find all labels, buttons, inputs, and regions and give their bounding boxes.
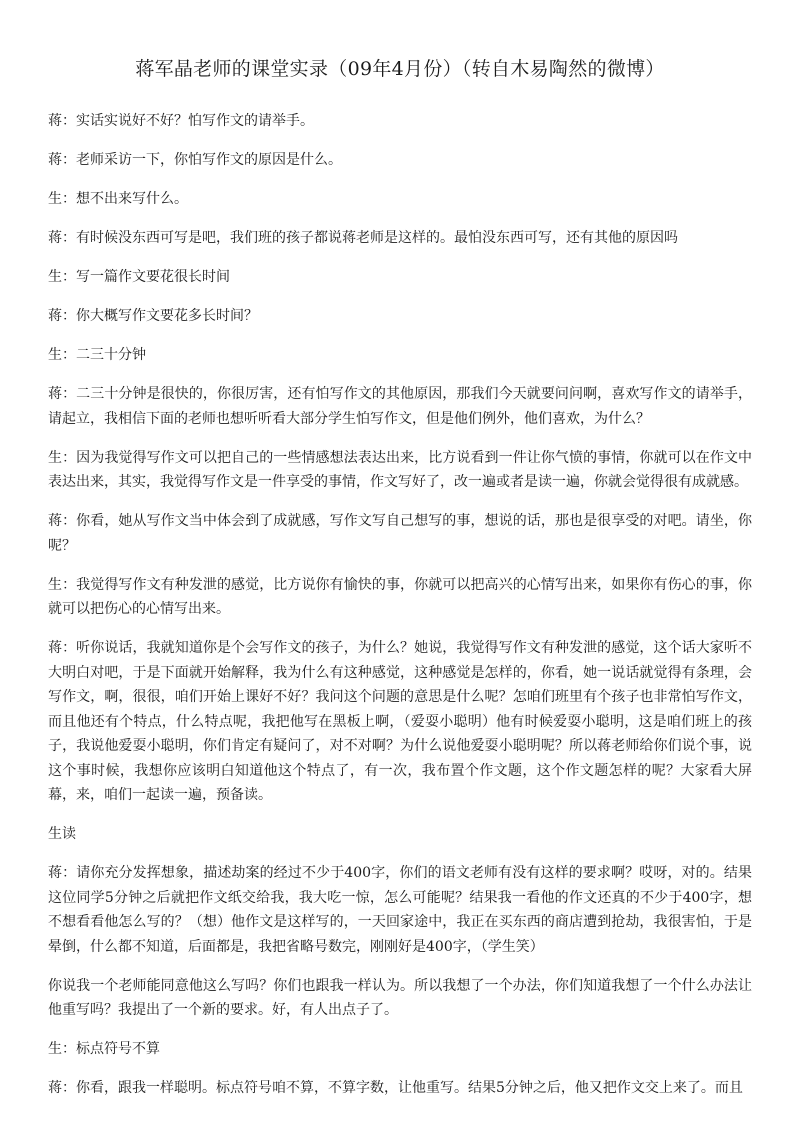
document-title: 蒋军晶老师的课堂实录（09年4月份）（转自木易陶然的微博） bbox=[135, 58, 665, 80]
paragraph: 蒋：你看，她从写作文当中体会到了成就感，写作文写自己想写的事，想说的话，那也是很享受的对吧。请坐，你呢？ bbox=[48, 513, 752, 554]
paragraph: 蒋：你大概写作文要花多长时间？ bbox=[48, 308, 258, 324]
paragraph: 蒋：你看，跟我一样聪明。标点符号咱不算，不算字数，让他重写。结果5分钟之后，他又把作文交上来了。而且 bbox=[48, 1080, 743, 1096]
paragraph: 生：写一篇作文要花很长时间 bbox=[48, 269, 230, 285]
paragraph: 生：我觉得写作文有种发泄的感觉，比方说你有愉快的事，你就可以把高兴的心情写出来，如果你有伤心的事，你就可以把伤心的心情写出来。 bbox=[48, 576, 752, 617]
paragraph: 蒋：实话实说好不好？怕写作文的请举手。 bbox=[48, 113, 314, 129]
paragraph: 蒋：老师采访一下，你怕写作文的原因是什么。 bbox=[48, 152, 342, 168]
paragraph: 蒋：请你充分发挥想象，描述劫案的经过不少于400字，你们的语文老师有没有这样的要求啊？哎呀，对的。结果这位同学5分钟之后就把作文纸交给我，我大吃一惊，怎么可能呢？结果我一看他的作文还真的不少于400字，想不想看看他怎么写的？（想）他作文是这样写的，一天回家途中，我正在买东西的商店遭到抢劫，我很害怕，于是晕倒，什么都不知道，后面都是，我把省略号数完，刚刚好是400字，（学生笑） bbox=[48, 865, 752, 955]
paragraph: 蒋：二三十分钟是很快的，你很厉害，还有怕写作文的其他原因，那我们今天就要问问啊，喜欢写作文的请举手，请起立，我相信下面的老师也想听听看大部分学生怕写作文，但是他们例外，他们喜欢，为什么？ bbox=[48, 386, 752, 427]
paragraph: 生：标点符号不算 bbox=[48, 1041, 160, 1057]
paragraph: 你说我一个老师能同意他这么写吗？你们也跟我一样认为。所以我想了一个办法，你们知道我想了一个什么办法让他重写吗？我提出了一个新的要求。好，有人出点子了。 bbox=[48, 977, 752, 1018]
paragraph: 蒋：有时候没东西可写是吧，我们班的孩子都说蒋老师是这样的。最怕没东西可写，还有其他的原因吗 bbox=[48, 230, 678, 246]
paragraph: 生：因为我觉得写作文可以把自己的一些情感想法表达出来，比方说看到一件让你气愤的事情，你就可以在作文中表达出来，其实，我觉得写作文是一件享受的事情，作文写好了，改一遍或者是读一遍，你就会觉得很有成就感。 bbox=[48, 449, 752, 490]
paragraph: 生读 bbox=[48, 826, 76, 842]
transcript-body bbox=[48, 109, 752, 1101]
paragraph: 生：想不出来写什么。 bbox=[48, 191, 188, 207]
paragraph: 蒋：听你说话，我就知道你是个会写作文的孩子，为什么？她说，我觉得写作文有种发泄的感觉，这个话大家听不大明白对吧，于是下面就开始解释，我为什么有这种感觉，这种感觉是怎样的，你看，她一说话就觉得有条理，会写作文，啊，很很，咱们开始上课好不好？我问这个问题的意思是什么呢？怎咱们班里有个孩子也非常怕写作文，而且他还有个特点，什么特点呢，我把他写在黑板上啊，（爱耍小聪明）他有时候爱耍小聪明，这是咱们班上的孩子，我说他爱耍小聪明，你们肯定有疑问了，对不对啊？为什么说他爱耍小聪明呢？所以蒋老师给你们说个事，说这个事时候，我想你应该明白知道他这个特点了，有一次，我布置个作文题，这个作文题怎样的呢？大家看大屏幕，来，咱们一起读一遍，预备读。 bbox=[48, 640, 752, 803]
paragraph: 生：二三十分钟 bbox=[48, 347, 146, 363]
